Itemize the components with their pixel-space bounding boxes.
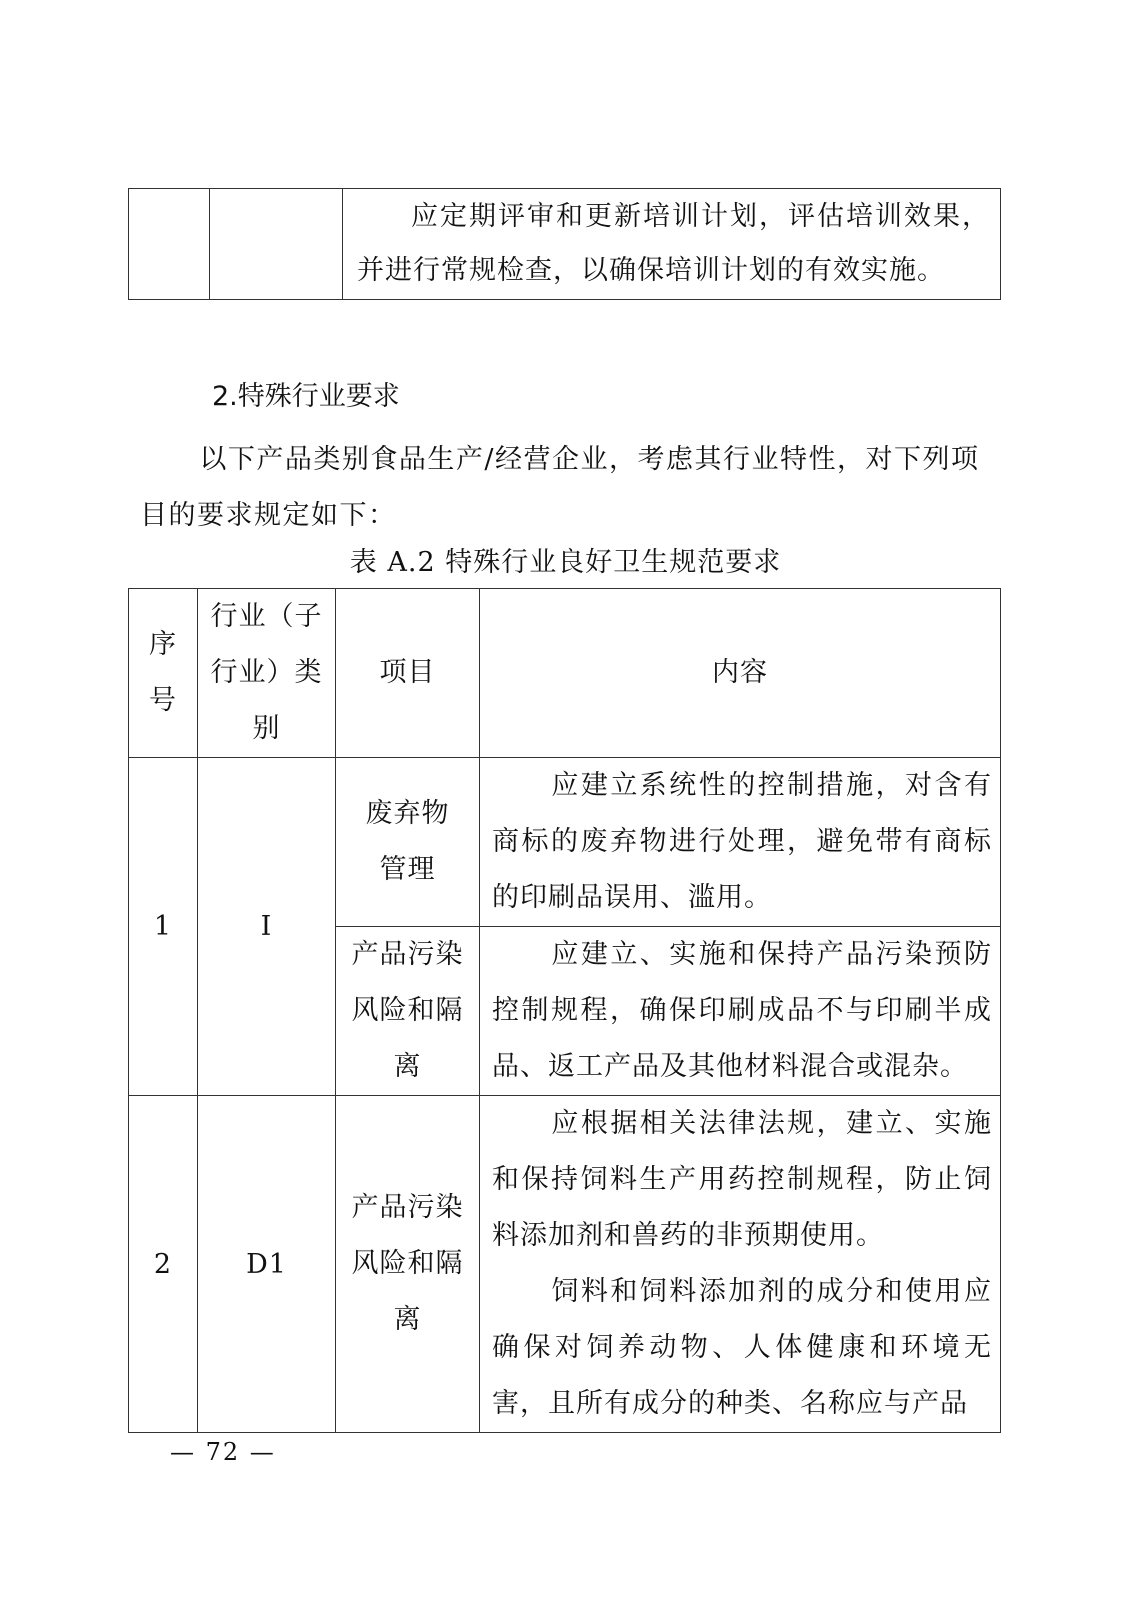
intro-paragraph: 以下产品类别食品生产/经营企业，考虑其行业特性，对下列项目的要求规定如下： bbox=[140, 444, 980, 531]
content-cell bbox=[343, 189, 1001, 300]
table-caption: 表 A.2 特殊行业良好卫生规范要求 bbox=[349, 547, 782, 578]
empty-cell bbox=[210, 189, 343, 300]
row-content bbox=[480, 758, 1001, 927]
content-paragraph: 应建立系统性的控制措施，对含有商标的废弃物进行处理，避免带有商标的印刷品误用、滥用。 bbox=[492, 770, 992, 913]
row-num: 1 bbox=[129, 758, 198, 1096]
requirements-table bbox=[128, 588, 1001, 1433]
header-num: 序号 bbox=[129, 589, 198, 758]
row-item: 废弃物管理 bbox=[336, 758, 480, 927]
table-row bbox=[129, 1096, 1001, 1433]
row-industry: I bbox=[198, 758, 336, 1096]
row-content bbox=[480, 1096, 1001, 1433]
table-header-row bbox=[129, 589, 1001, 758]
row-item: 产品污染风险和隔离 bbox=[336, 1096, 480, 1433]
row-industry: D1 bbox=[198, 1096, 336, 1433]
row-content bbox=[480, 927, 1001, 1096]
header-item: 项目 bbox=[336, 589, 480, 758]
section-heading: 2.特殊行业要求 bbox=[212, 381, 400, 412]
continued-table bbox=[128, 188, 1001, 300]
content-paragraph: 饲料和饲料添加剂的成分和使用应确保对饲养动物、人体健康和环境无害，且所有成分的种类、名称应与产品 bbox=[492, 1276, 992, 1419]
row-num: 2 bbox=[129, 1096, 198, 1433]
content-text: 应定期评审和更新培训计划，评估培训效果，并进行常规检查，以确保培训计划的有效实施。 bbox=[357, 201, 990, 286]
header-content: 内容 bbox=[480, 589, 1001, 758]
content-paragraph: 应根据相关法律法规，建立、实施和保持饲料生产用药控制规程，防止饲料添加剂和兽药的非预期使用。 bbox=[492, 1108, 992, 1251]
page-number: — 72 — bbox=[170, 1438, 276, 1466]
content-paragraph: 应建立、实施和保持产品污染预防控制规程，确保印刷成品不与印刷半成品、返工产品及其他材料混合或混杂。 bbox=[492, 939, 992, 1082]
table-row bbox=[129, 758, 1001, 927]
header-industry: 行业（子行业）类别 bbox=[198, 589, 336, 758]
row-item: 产品污染风险和隔离 bbox=[336, 927, 480, 1096]
table-row bbox=[129, 189, 1001, 300]
empty-cell bbox=[129, 189, 210, 300]
